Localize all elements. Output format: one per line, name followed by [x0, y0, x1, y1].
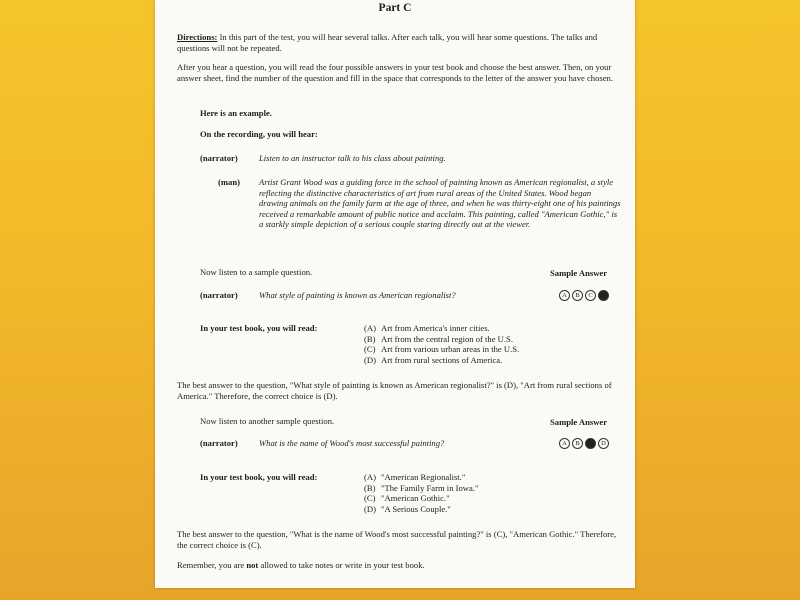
q2-question: What is the name of Wood's most successful painting?: [259, 438, 445, 448]
narrator-intro: Listen to an instructor talk to his class about painting.: [259, 153, 446, 163]
test-page: [155, 0, 635, 588]
choice-text: Art from various urban areas in the U.S.: [381, 344, 520, 354]
q1-answer-bubbles: [559, 290, 609, 301]
choice-letter: (C): [364, 344, 376, 354]
q1-sample-answer-label: Sample Answer: [550, 268, 608, 278]
q1-bubble-b: B: [572, 290, 583, 301]
q2-choice-c: [364, 493, 478, 504]
choice-letter: (B): [364, 482, 376, 493]
q1-choice-a: [364, 323, 519, 334]
q2-bubble-d: D: [598, 438, 609, 449]
choice-text: "American Gothic.": [381, 493, 450, 503]
choice-text: Art from the central region of the U.S.: [381, 333, 513, 344]
instructions-paragraph: After you hear a question, you will read the four possible answers in your test book and choose the best answer. Then, on your answer sheet, find the number of the question and fill in the space that corresponds to the letter of the answer you have chosen.: [177, 62, 613, 83]
q2-bubble-b: B: [572, 438, 583, 449]
q2-choice-a: [364, 472, 478, 483]
q2-answer-bubbles: [559, 438, 609, 449]
q1-choice-b: [364, 334, 519, 345]
directions-text: In this part of the test, you will hear several talks. After each talk, you will hear some questions. The talks and questions will not be repeated.: [177, 32, 598, 53]
example-heading: Here is an example.: [200, 108, 272, 118]
q1-choices: [364, 323, 519, 365]
directions-paragraph: [177, 32, 617, 53]
q1-question: What style of painting is known as American regionalist?: [259, 290, 456, 300]
q2-choices: [364, 472, 478, 514]
man-label: (man): [218, 177, 240, 187]
q1-answer-explanation: The best answer to the question, "What style of painting is known as American regionalist?" is (D), "Art from rural sections of America." Therefore, the correct choice is (D).: [177, 380, 612, 401]
q2-choice-d: [364, 504, 478, 515]
q1-read-label: In your test book, you will read:: [200, 323, 318, 333]
choice-letter: (C): [364, 493, 376, 503]
q2-answer-explanation: The best answer to the question, "What is the name of Wood's most successful painting?" is (C), "American Gothic." Therefore, the correct choice is (C).: [177, 529, 617, 550]
reminder-note: [177, 560, 425, 571]
choice-text: Art from America's inner cities.: [381, 323, 490, 333]
choice-text: "A Serious Couple.": [381, 503, 451, 514]
choice-text: "The Family Farm in Iowa.": [381, 482, 479, 493]
q1-bubble-c: C: [585, 290, 596, 301]
q2-bubble-c-filled: [585, 438, 596, 449]
q2-prompt: Now listen to another sample question.: [200, 416, 335, 426]
page-title: Part C: [378, 2, 412, 14]
q1-narrator-label: (narrator): [200, 290, 238, 300]
choice-letter: (A): [364, 323, 376, 333]
q2-read-label: In your test book, you will read:: [200, 472, 318, 482]
q2-bubble-a: A: [559, 438, 570, 449]
on-recording-heading: On the recording, you will hear:: [200, 129, 318, 139]
narrator-label: (narrator): [200, 153, 238, 163]
q1-choice-c: [364, 344, 519, 355]
q2-narrator-label: (narrator): [200, 438, 238, 448]
choice-letter: (B): [364, 333, 376, 344]
choice-text: Art from rural sections of America.: [381, 354, 503, 365]
q1-prompt: Now listen to a sample question.: [200, 267, 313, 277]
choice-letter: (D): [364, 503, 376, 514]
q2-choice-b: [364, 483, 478, 494]
q1-bubble-a: A: [559, 290, 570, 301]
choice-letter: (A): [364, 472, 376, 482]
reminder-post: allowed to take notes or write in your test book.: [258, 560, 425, 570]
choice-letter: (D): [364, 354, 376, 365]
reminder-pre: Remember, you are: [177, 560, 247, 570]
q2-sample-answer-label: Sample Answer: [550, 417, 608, 427]
q1-bubble-d-filled: [598, 290, 609, 301]
q1-choice-d: [364, 355, 519, 366]
choice-text: "American Regionalist.": [381, 472, 466, 482]
directions-label: Directions:: [177, 32, 218, 42]
man-talk: Artist Grant Wood was a guiding force in the school of painting known as American regionalist, a style reflecting the distinctive characteristics of art from rural areas of the United States. Wood began drawing animals on the family farm at the age of three, and when he was thirty-eight one of his paintings received a remarkable amount of public notice and acclaim. This painting, called "American Gothic," is a starkly simple depiction of a serious couple staring directly out at the viewer.: [259, 177, 621, 229]
reminder-not: not: [246, 560, 259, 570]
